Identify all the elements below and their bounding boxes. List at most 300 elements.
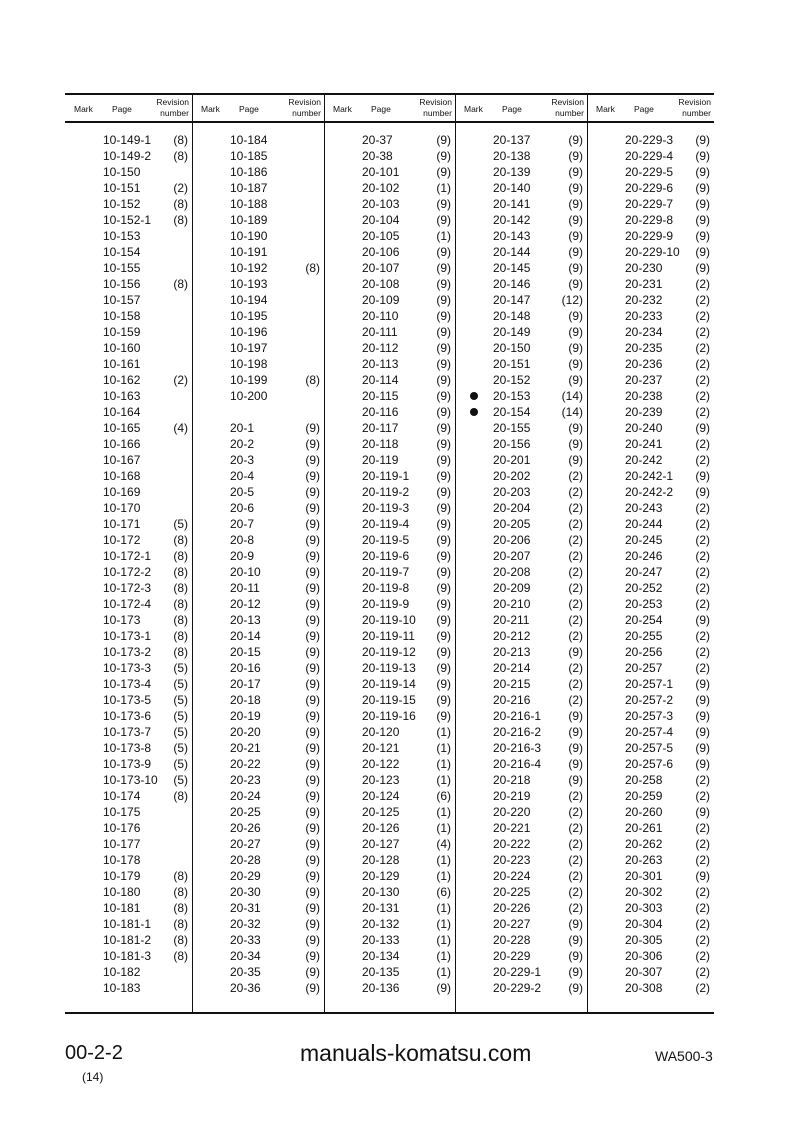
- page-cell: 20-119-4: [362, 517, 410, 531]
- page-cell: 10-190: [230, 229, 268, 243]
- revision-cell: (9): [305, 789, 320, 803]
- table-row: [192, 564, 324, 580]
- page-cell: 20-8: [230, 533, 255, 547]
- page-cell: 20-4: [230, 469, 255, 483]
- table-row: [587, 708, 714, 724]
- revision-cell: (9): [436, 693, 451, 707]
- header-revision-line1: Revision: [551, 97, 584, 107]
- revision-cell: (9): [436, 533, 451, 547]
- page-cell: 20-27: [230, 837, 261, 851]
- table-row: [65, 532, 192, 548]
- table-row: [455, 612, 587, 628]
- header-page: Page: [112, 104, 132, 114]
- table-row: [587, 964, 714, 980]
- table-row: [192, 884, 324, 900]
- watermark: manuals-komatsu.com: [300, 1040, 532, 1066]
- table-row: [65, 452, 192, 468]
- page-cell: 10-149-1: [103, 133, 152, 147]
- table-row: [192, 164, 324, 180]
- revision-cell: (9): [695, 741, 710, 755]
- page-cell: 20-306: [625, 949, 663, 963]
- table-row: [455, 900, 587, 916]
- page-cell: 20-257-2: [625, 693, 674, 707]
- page-cell: 20-242-2: [625, 485, 674, 499]
- header-revision-line1: Revision: [419, 97, 452, 107]
- revision-cell: (2): [695, 645, 710, 659]
- revision-cell: (8): [173, 597, 188, 611]
- table-row: [65, 596, 192, 612]
- revision-cell: (5): [173, 709, 188, 723]
- page-cell: 20-123: [362, 773, 400, 787]
- footer-revision: (14): [82, 1070, 104, 1084]
- revision-cell: (2): [568, 469, 583, 483]
- table-row: [324, 820, 455, 836]
- page-cell: 20-119-3: [362, 501, 410, 515]
- revision-cell: (9): [695, 485, 710, 499]
- table-row: [455, 708, 587, 724]
- revision-cell: (9): [695, 213, 710, 227]
- table-row: [324, 212, 455, 228]
- page-cell: 20-156: [493, 437, 531, 451]
- revision-cell: (14): [561, 389, 583, 403]
- revision-cell: (9): [305, 741, 320, 755]
- table-row: [324, 788, 455, 804]
- revision-cell: (9): [568, 133, 583, 147]
- table-row: [455, 468, 587, 484]
- table-row: [455, 388, 587, 404]
- page-cell: 20-119-12: [362, 645, 416, 659]
- table-row: [587, 580, 714, 596]
- revision-cell: (9): [568, 981, 583, 995]
- table-row: [587, 900, 714, 916]
- page-cell: 10-173: [103, 613, 141, 627]
- page-cell: 20-131: [362, 901, 400, 915]
- page-cell: 20-107: [362, 261, 400, 275]
- revision-cell: (2): [568, 789, 583, 803]
- page-cell: 20-154: [493, 405, 531, 419]
- page-cell: 10-199: [230, 373, 268, 387]
- revision-cell: (2): [695, 949, 710, 963]
- revision-cell: (9): [305, 469, 320, 483]
- page-cell: 10-186: [230, 165, 268, 179]
- header-mark: Mark: [333, 104, 352, 114]
- page-cell: 20-204: [493, 501, 531, 515]
- table-row: [65, 276, 192, 292]
- page-cell: 20-304: [625, 917, 663, 931]
- table-row: [192, 228, 324, 244]
- revision-cell: (9): [436, 357, 451, 371]
- revision-cell: (9): [568, 165, 583, 179]
- page-cell: 20-21: [230, 741, 261, 755]
- revision-cell: (9): [568, 773, 583, 787]
- page-cell: 10-177: [103, 837, 141, 851]
- table-row: [587, 148, 714, 164]
- table-row: [65, 484, 192, 500]
- table-row: [192, 900, 324, 916]
- revision-cell: (9): [436, 341, 451, 355]
- table-row: [455, 372, 587, 388]
- table-row: [65, 340, 192, 356]
- page-cell: 20-102: [362, 181, 400, 195]
- revision-cell: (9): [568, 277, 583, 291]
- table-row: [455, 308, 587, 324]
- page-cell: 20-223: [493, 853, 531, 867]
- page-cell: 10-181-2: [103, 933, 152, 947]
- page-cell: 20-229-8: [625, 213, 674, 227]
- table-row: [65, 692, 192, 708]
- revision-cell: (9): [568, 741, 583, 755]
- page-cell: 20-229-2: [493, 981, 542, 995]
- table-row: [324, 532, 455, 548]
- table-row: [192, 964, 324, 980]
- revision-cell: (14): [561, 405, 583, 419]
- revision-cell: (8): [173, 629, 188, 643]
- table-row: [587, 132, 714, 148]
- revision-cell: (9): [305, 805, 320, 819]
- table-row: [455, 484, 587, 500]
- page-cell: 20-127: [362, 837, 400, 851]
- revision-cell: (9): [305, 597, 320, 611]
- footer-model: WA500-3: [655, 1048, 713, 1064]
- table-row: [192, 724, 324, 740]
- table-row: [65, 964, 192, 980]
- page-cell: 10-152: [103, 197, 141, 211]
- revision-cell: (9): [305, 917, 320, 931]
- page-cell: 20-106: [362, 245, 400, 259]
- page-cell: 20-121: [362, 741, 400, 755]
- page-cell: 20-23: [230, 773, 261, 787]
- page-cell: 20-31: [230, 901, 261, 915]
- table-row: [65, 388, 192, 404]
- table-row: [324, 292, 455, 308]
- revision-cell: (2): [568, 693, 583, 707]
- header-page: Page: [371, 104, 391, 114]
- table-row: [324, 548, 455, 564]
- revision-cell: (1): [436, 741, 451, 755]
- page-cell: 10-196: [230, 325, 268, 339]
- page-cell: 20-210: [493, 597, 531, 611]
- revision-cell: (9): [568, 373, 583, 387]
- table-row: [324, 740, 455, 756]
- revision-cell: (9): [436, 389, 451, 403]
- table-row: [587, 196, 714, 212]
- page-cell: 20-9: [230, 549, 255, 563]
- page-cell: 10-157: [103, 293, 141, 307]
- page-cell: 20-216-2: [493, 725, 542, 739]
- table-row: [65, 180, 192, 196]
- page-cell: 20-238: [625, 389, 663, 403]
- revision-cell: (9): [436, 293, 451, 307]
- table-row: [587, 676, 714, 692]
- page-cell: 20-103: [362, 197, 400, 211]
- revision-cell: (9): [695, 757, 710, 771]
- table-row: [324, 484, 455, 500]
- table-row: [192, 788, 324, 804]
- table-row: [65, 372, 192, 388]
- table-row: [192, 148, 324, 164]
- table-row: [324, 308, 455, 324]
- header-revision-line1: Revision: [288, 97, 321, 107]
- table-row: [192, 516, 324, 532]
- page-cell: 20-243: [625, 501, 663, 515]
- table-row: [65, 660, 192, 676]
- table-row: [65, 612, 192, 628]
- page-cell: 20-125: [362, 805, 400, 819]
- page-cell: 20-20: [230, 725, 261, 739]
- page-cell: 20-244: [625, 517, 663, 531]
- revision-cell: (1): [436, 869, 451, 883]
- table-row: [455, 932, 587, 948]
- page-cell: 20-257-5: [625, 741, 674, 755]
- page-cell: 20-25: [230, 805, 261, 819]
- table-row: [324, 756, 455, 772]
- table-row: [324, 708, 455, 724]
- page-cell: 20-135: [362, 965, 400, 979]
- page-cell: 20-221: [493, 821, 531, 835]
- revision-cell: (9): [305, 853, 320, 867]
- revision-cell: (8): [173, 133, 188, 147]
- revision-cell: (9): [305, 965, 320, 979]
- table-row: [324, 868, 455, 884]
- page-cell: 10-173-1: [103, 629, 152, 643]
- revision-cell: (9): [568, 421, 583, 435]
- revision-cell: (9): [436, 613, 451, 627]
- table-row: [324, 916, 455, 932]
- page-cell: 20-232: [625, 293, 663, 307]
- revision-cell: (8): [173, 789, 188, 803]
- table-row: [324, 836, 455, 852]
- page-cell: 20-257: [625, 661, 663, 675]
- column-header: [192, 93, 324, 123]
- page-cell: 20-235: [625, 341, 663, 355]
- page-cell: 20-22: [230, 757, 261, 771]
- page-cell: 20-119-7: [362, 565, 410, 579]
- revision-cell: (5): [173, 741, 188, 755]
- table-row: [455, 692, 587, 708]
- revision-cell: (2): [568, 517, 583, 531]
- revision-cell: (2): [695, 405, 710, 419]
- page-cell: 20-16: [230, 661, 261, 675]
- page-cell: 20-120: [362, 725, 400, 739]
- page-cell: 20-212: [493, 629, 531, 643]
- page-cell: 20-208: [493, 565, 531, 579]
- header-page: Page: [634, 104, 654, 114]
- page-cell: 10-158: [103, 309, 141, 323]
- page-cell: 20-209: [493, 581, 531, 595]
- table-row: [324, 260, 455, 276]
- revision-cell: (1): [436, 229, 451, 243]
- table-row: [65, 628, 192, 644]
- revision-cell: (5): [173, 517, 188, 531]
- page-cell: 20-136: [362, 981, 400, 995]
- revision-cell: (9): [305, 725, 320, 739]
- table-row: [192, 340, 324, 356]
- page-cell: 10-179: [103, 869, 141, 883]
- table-row: [587, 916, 714, 932]
- table-row: [587, 852, 714, 868]
- page-cell: 10-173-5: [103, 693, 152, 707]
- table-row: [455, 132, 587, 148]
- revision-cell: (5): [173, 677, 188, 691]
- table-row: [65, 196, 192, 212]
- table-row: [587, 596, 714, 612]
- table-row: [587, 772, 714, 788]
- table-row: [324, 660, 455, 676]
- revision-cell: (2): [173, 181, 188, 195]
- page-cell: 20-256: [625, 645, 663, 659]
- table-row: [455, 580, 587, 596]
- revision-cell: (9): [305, 981, 320, 995]
- table-row: [455, 948, 587, 964]
- revision-cell: (8): [173, 149, 188, 163]
- page-cell: 20-228: [493, 933, 531, 947]
- revision-cell: (9): [568, 917, 583, 931]
- revision-cell: (9): [568, 149, 583, 163]
- revision-cell: (9): [436, 565, 451, 579]
- page-cell: 20-261: [625, 821, 663, 835]
- table-row: [455, 500, 587, 516]
- page-cell: 20-15: [230, 645, 261, 659]
- page-cell: 10-173-2: [103, 645, 152, 659]
- table-row: [587, 468, 714, 484]
- table-row: [192, 212, 324, 228]
- table-row: [192, 276, 324, 292]
- table-row: [587, 820, 714, 836]
- table-row: [192, 708, 324, 724]
- page-cell: 20-246: [625, 549, 663, 563]
- revision-cell: (9): [305, 629, 320, 643]
- table-row: [324, 356, 455, 372]
- revision-cell: (2): [695, 773, 710, 787]
- page-cell: 20-216-1: [493, 709, 542, 723]
- table-row: [65, 868, 192, 884]
- table-row: [65, 676, 192, 692]
- page-cell: 20-37: [362, 133, 393, 147]
- revision-cell: (9): [568, 261, 583, 275]
- table-row: [587, 164, 714, 180]
- revision-cell: (9): [305, 565, 320, 579]
- table-row: [455, 916, 587, 932]
- revision-cell: (9): [305, 437, 320, 451]
- page-cell: 20-145: [493, 261, 531, 275]
- page-cell: 20-216-3: [493, 741, 542, 755]
- table-row: [65, 260, 192, 276]
- revision-cell: (9): [436, 421, 451, 435]
- revision-cell: (8): [173, 901, 188, 915]
- revision-cell: (8): [173, 213, 188, 227]
- header-revision: [419, 97, 452, 119]
- page-cell: 20-119-5: [362, 533, 410, 547]
- table-row: [324, 676, 455, 692]
- table-row: [324, 180, 455, 196]
- revision-cell: (9): [695, 197, 710, 211]
- table-row: [65, 292, 192, 308]
- revision-cell: (6): [436, 789, 451, 803]
- table-row: [587, 260, 714, 276]
- table-row: [65, 708, 192, 724]
- revision-cell: (9): [436, 165, 451, 179]
- revision-cell: (9): [436, 213, 451, 227]
- revision-cell: (2): [695, 341, 710, 355]
- page-cell: 20-229-6: [625, 181, 674, 195]
- revision-cell: (9): [568, 933, 583, 947]
- table-row: [587, 276, 714, 292]
- page-cell: 20-257-3: [625, 709, 674, 723]
- table-row: [587, 500, 714, 516]
- revision-cell: (9): [695, 469, 710, 483]
- revision-cell: (1): [436, 757, 451, 771]
- page-cell: 20-229-10: [625, 245, 680, 259]
- page-cell: 20-119-9: [362, 597, 410, 611]
- table-row: [192, 420, 324, 436]
- page-cell: 20-218: [493, 773, 531, 787]
- page-cell: 20-239: [625, 405, 663, 419]
- revision-cell: (9): [436, 149, 451, 163]
- page-cell: 20-119-13: [362, 661, 416, 675]
- table-row: [455, 228, 587, 244]
- revision-cell: (2): [568, 597, 583, 611]
- table-row: [324, 420, 455, 436]
- revision-cell: (9): [436, 501, 451, 515]
- page-cell: 20-257-1: [625, 677, 674, 691]
- page-cell: 20-132: [362, 917, 400, 931]
- revision-cell: (6): [436, 885, 451, 899]
- table-row: [324, 340, 455, 356]
- revision-cell: (8): [173, 917, 188, 931]
- page-cell: 10-173-3: [103, 661, 152, 675]
- table-row: [455, 452, 587, 468]
- table-row: [324, 564, 455, 580]
- table-row: [324, 772, 455, 788]
- page-cell: 20-110: [362, 309, 399, 323]
- revision-cell: (8): [173, 949, 188, 963]
- page-cell: 20-214: [493, 661, 531, 675]
- table-row: [455, 532, 587, 548]
- revision-cell: (9): [305, 517, 320, 531]
- table-row: [192, 676, 324, 692]
- page-cell: 10-175: [103, 805, 141, 819]
- page-cell: 10-165: [103, 421, 141, 435]
- revision-cell: (9): [305, 421, 320, 435]
- revision-cell: (2): [568, 885, 583, 899]
- revision-cell: (9): [305, 549, 320, 563]
- revision-cell: (2): [695, 373, 710, 387]
- table-row: [587, 836, 714, 852]
- revision-cell: (9): [695, 149, 710, 163]
- table-row: [65, 852, 192, 868]
- table-row: [192, 532, 324, 548]
- revision-cell: (9): [436, 437, 451, 451]
- table-row: [65, 564, 192, 580]
- table-row: [192, 644, 324, 660]
- revision-cell: (1): [436, 821, 451, 835]
- page-cell: 20-33: [230, 933, 261, 947]
- page-cell: 20-302: [625, 885, 663, 899]
- revision-cell: (2): [695, 981, 710, 995]
- table-row: [587, 324, 714, 340]
- revision-cell: (9): [695, 869, 710, 883]
- revision-mark-dot-icon: [470, 392, 478, 400]
- revision-cell: (9): [695, 709, 710, 723]
- page-cell: 20-229-7: [625, 197, 674, 211]
- page-cell: 20-207: [493, 549, 531, 563]
- page-cell: 20-7: [230, 517, 255, 531]
- page-cell: 20-231: [625, 277, 663, 291]
- table-row: [455, 628, 587, 644]
- page-cell: 20-255: [625, 629, 663, 643]
- page-cell: 20-229-9: [625, 229, 674, 243]
- page-cell: 20-237: [625, 373, 663, 387]
